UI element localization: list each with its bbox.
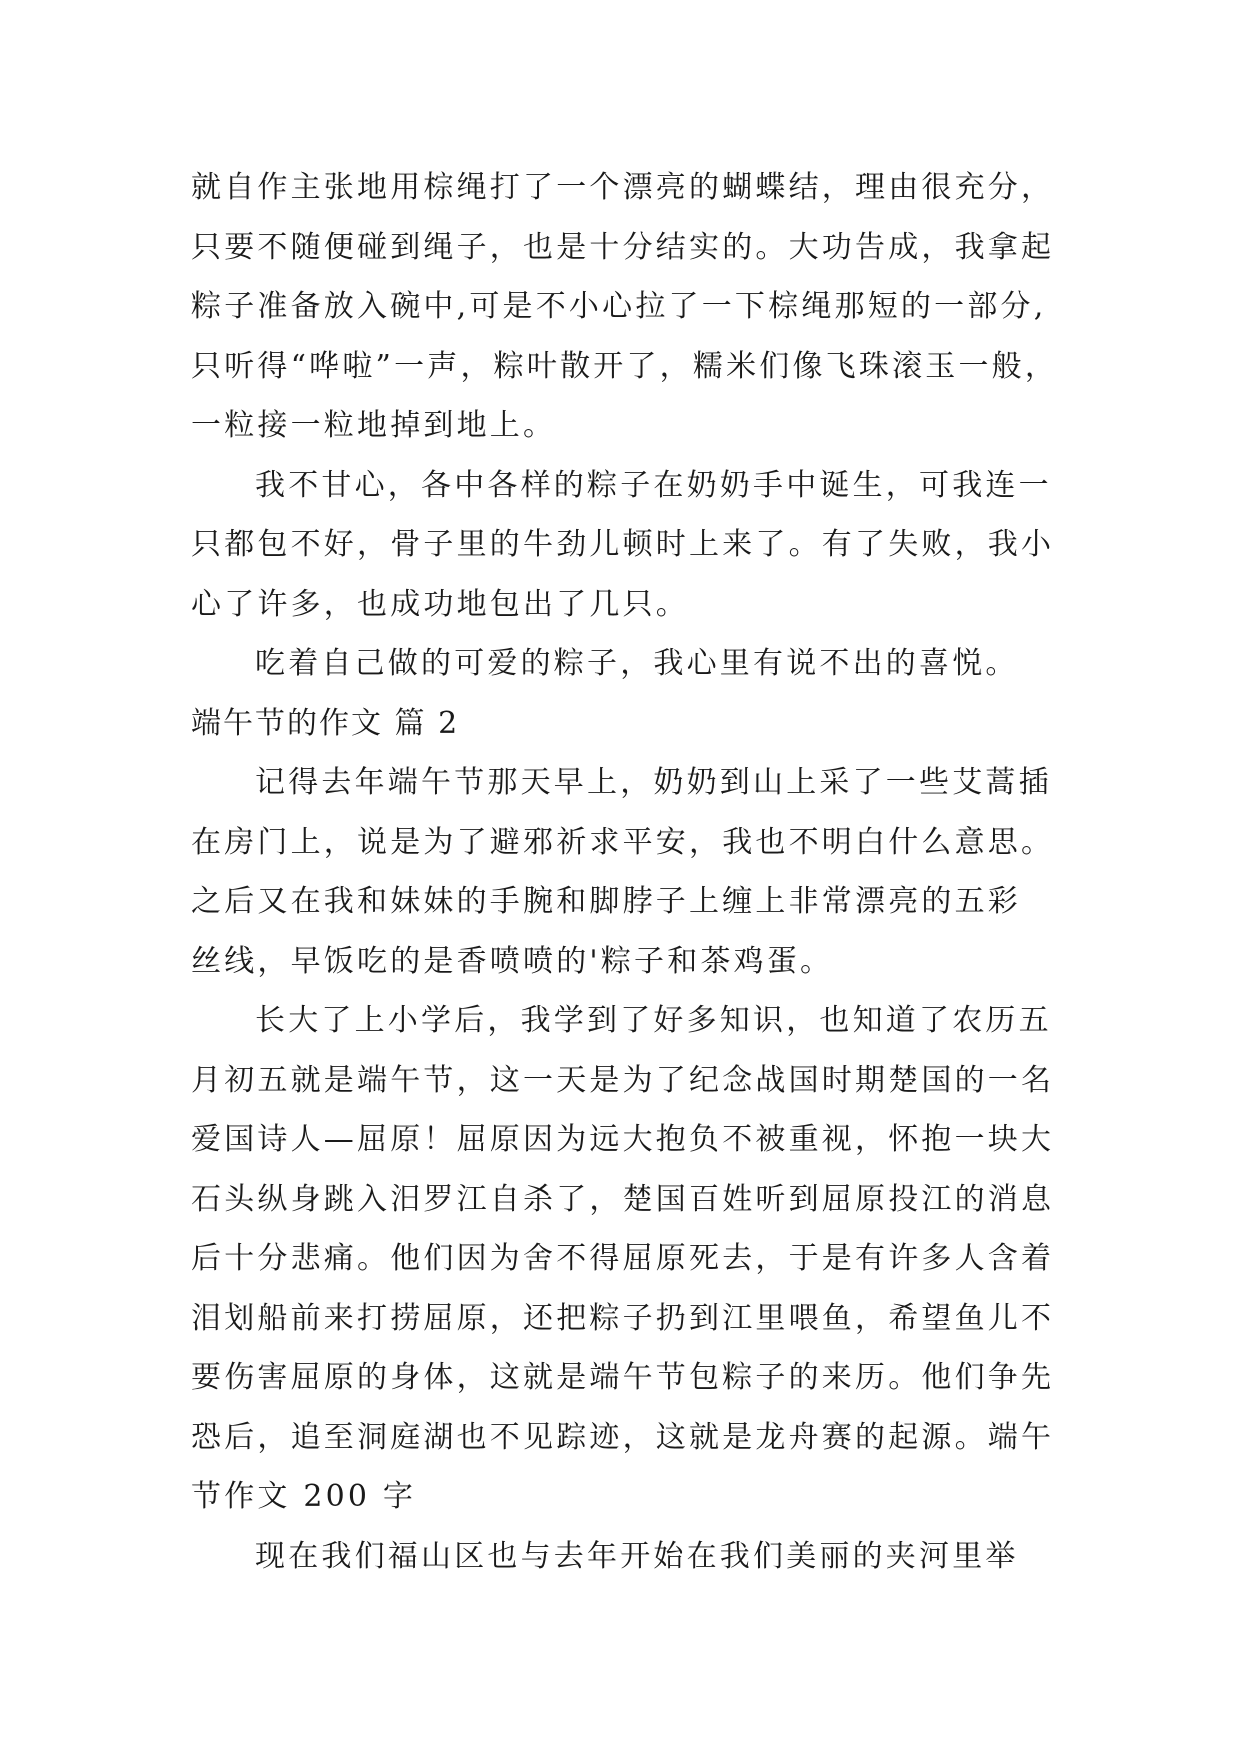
text-line: 吃着自己做的可爱的粽子，我心里有说不出的喜悦。 [255, 646, 1019, 681]
text-line: 一粒接一粒地掉到地上。 [191, 408, 557, 443]
text-line: 粽子准备放入碗中,可是不小心拉了一下棕绳那短的一部分, [191, 289, 1047, 324]
text-line: 石头纵身跳入汨罗江自杀了，楚国百姓听到屈原投江的消息 [191, 1181, 1055, 1217]
text-line: 之后又在我和妹妹的手腕和脚脖子上缠上非常漂亮的五彩 [191, 884, 1021, 919]
text-line: 我不甘心，各中各样的粽子在奶奶手中诞生，可我连一 [255, 467, 1052, 503]
text-line: 只要不随便碰到绳子，也是十分结实的。大功告成，我拿起 [191, 229, 1055, 265]
document-body [191, 158, 1071, 1586]
text-line: 心了许多，也成功地包出了几只。 [191, 586, 689, 622]
text-line: 只听得“哗啦”一声，粽叶散开了，糯米们像飞珠滚玉一般， [191, 348, 1059, 384]
text-line: 就自作主张地用棕绳打了一个漂亮的蝴蝶结，理由很充分， [191, 170, 1055, 205]
text-line: 泪划船前来打捞屈原，还把粽子扔到江里喂鱼，希望鱼儿不 [191, 1300, 1055, 1336]
text-line: 只都包不好，骨子里的牛劲儿顿时上来了。有了失败，我小 [191, 527, 1055, 562]
text-line: 丝线，早饭吃的是香喷喷的'粽子和茶鸡蛋。 [191, 943, 834, 979]
text-line: 长大了上小学后，我学到了好多知识，也知道了农历五 [255, 1003, 1052, 1038]
text-line: 节作文 200 字 [191, 1479, 417, 1514]
text-line: 月初五就是端午节，这一天是为了纪念战国时期楚国的一名 [191, 1062, 1055, 1098]
text-line: 恐后，追至洞庭湖也不见踪迹，这就是龙舟赛的起源。端午 [191, 1419, 1055, 1455]
text-line: 记得去年端午节那天早上，奶奶到山上采了一些艾蒿插 [255, 765, 1052, 800]
section-heading: 端午节的作文 篇 2 [191, 705, 460, 741]
text-line: 要伤害屈原的身体，这就是端午节包粽子的来历。他们争先 [191, 1360, 1055, 1395]
text-line: 在房门上，说是为了避邪祈求平安，我也不明白什么意思。 [191, 824, 1055, 860]
text-line: 后十分悲痛。他们因为舍不得屈原死去，于是有许多人含着 [191, 1241, 1055, 1276]
text-line: 现在我们福山区也与去年开始在我们美丽的夹河里举 [255, 1538, 1019, 1574]
text-line: 爱国诗人—屈原！屈原因为远大抱负不被重视，怀抱一块大 [191, 1122, 1055, 1157]
